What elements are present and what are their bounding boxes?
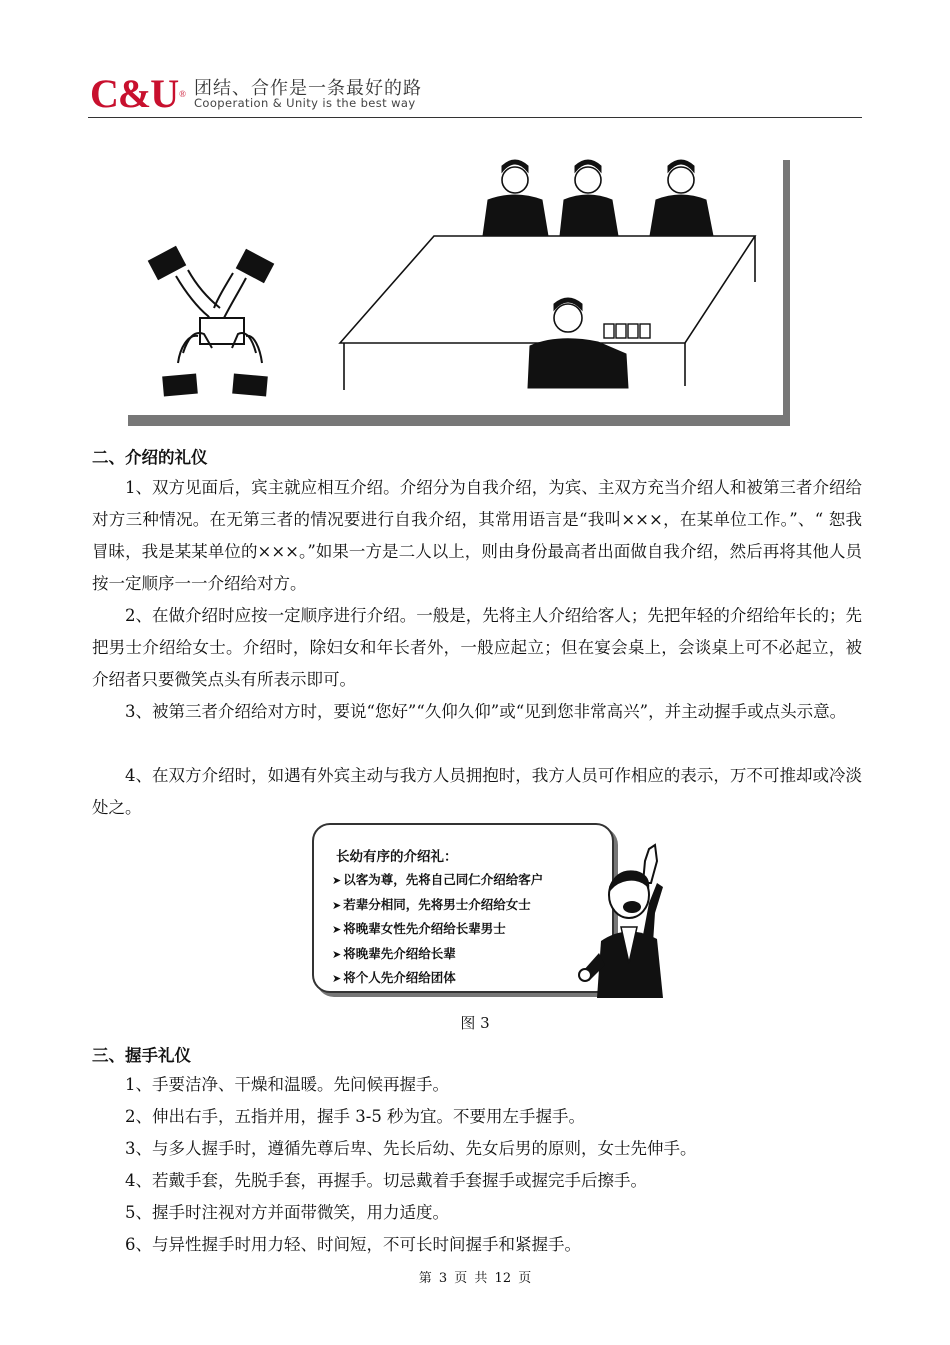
arrow-icon: ➤	[332, 947, 342, 961]
section-title-handshake: 三、握手礼仪	[92, 1046, 191, 1065]
cartoon-businessman-icon	[577, 843, 677, 1003]
page-number: 第 3 页 共 12 页	[418, 1271, 532, 1286]
list-item: ➤ 若辈分相同，先将男士介绍给女士	[332, 893, 543, 918]
list-item: 4、若戴手套，先脱手套，再握手。切忌戴着手套握手或握完手后擦手。	[125, 1171, 647, 1190]
page-header	[88, 70, 862, 118]
arrow-icon: ➤	[332, 898, 342, 912]
list-item: 1、手要洁净、干燥和温暖。先问候再握手。	[125, 1075, 449, 1094]
figure-caption: 图 3	[460, 1014, 490, 1032]
paragraph: 3、被第三者介绍给对方时，要说“您好”“久仰久仰”或“见到您非常高兴”，并主动握手或点头示意。	[125, 702, 847, 721]
list-item: 3、与多人握手时，遵循先尊后卑、先长后幼、先女后男的原则，女士先伸手。	[125, 1139, 697, 1158]
list-item: ➤ 将晚辈先介绍给长辈	[332, 942, 543, 967]
header-divider	[88, 117, 862, 118]
arrow-icon: ➤	[332, 923, 342, 937]
speech-bubble	[312, 823, 614, 993]
list-item: 2、伸出右手，五指并用，握手 3-5 秒为宜。不要用左手握手。	[125, 1107, 586, 1126]
business-card-illustration	[128, 158, 790, 426]
paragraph: 2、在做介绍时应按一定顺序进行介绍。一般是，先将主人介绍给客人；先把年轻的介绍给年长的；先把男士介绍给女士。介绍时，除妇女和年长者外，一般应起立；但在宴会桌上，会谈桌上可不必起立，被介绍者只要微笑点头有所表示即可。	[92, 606, 862, 689]
figure-3-illustration	[312, 823, 674, 1000]
paragraph: 4、在双方介绍时，如遇有外宾主动与我方人员拥抱时，我方人员可作相应的表示，万不可推却或冷淡处之。	[92, 766, 862, 817]
list-item: 5、握手时注视对方并面带微笑，用力适度。	[125, 1203, 449, 1222]
list-item: ➤ 以客为尊，先将自己同仁介绍给客户	[332, 868, 543, 893]
section-title-introduction: 二、介绍的礼仪	[92, 448, 208, 467]
company-logo: C&U®	[90, 71, 185, 116]
hands-exchanging-card-icon	[149, 247, 273, 395]
arrow-icon: ➤	[332, 972, 342, 986]
slogan-chinese: 团结、合作是一条最好的路	[194, 78, 422, 99]
bubble-title: 长幼有序的介绍礼：	[336, 849, 458, 865]
list-item: 6、与异性握手时用力轻、时间短，不可长时间握手和紧握手。	[125, 1235, 581, 1254]
list-item: ➤ 将个人先介绍给团体	[332, 966, 543, 991]
paragraph: 1、双方见面后，宾主就应相互介绍。介绍分为自我介绍，为宾、主双方充当介绍人和被第三者介绍给对方三种情况。在无第三者的情况要进行自我介绍，其常用语言是“我叫×××，在某单位工作。”、“ 恕我冒昧，我是某某单位的×××。”如果一方是二人以上，则由身份最高者出面做自我介绍，然后再将其他人员按一定顺序一一介绍给对方。	[92, 478, 862, 593]
arrow-icon: ➤	[332, 874, 342, 887]
slogan-english: Cooperation & Unity is the best way	[194, 96, 416, 110]
list-item: ➤ 将晚辈女性先介绍给长辈男士	[332, 917, 543, 942]
seated-men-icon	[483, 160, 713, 236]
introduction-order-list	[332, 868, 543, 991]
